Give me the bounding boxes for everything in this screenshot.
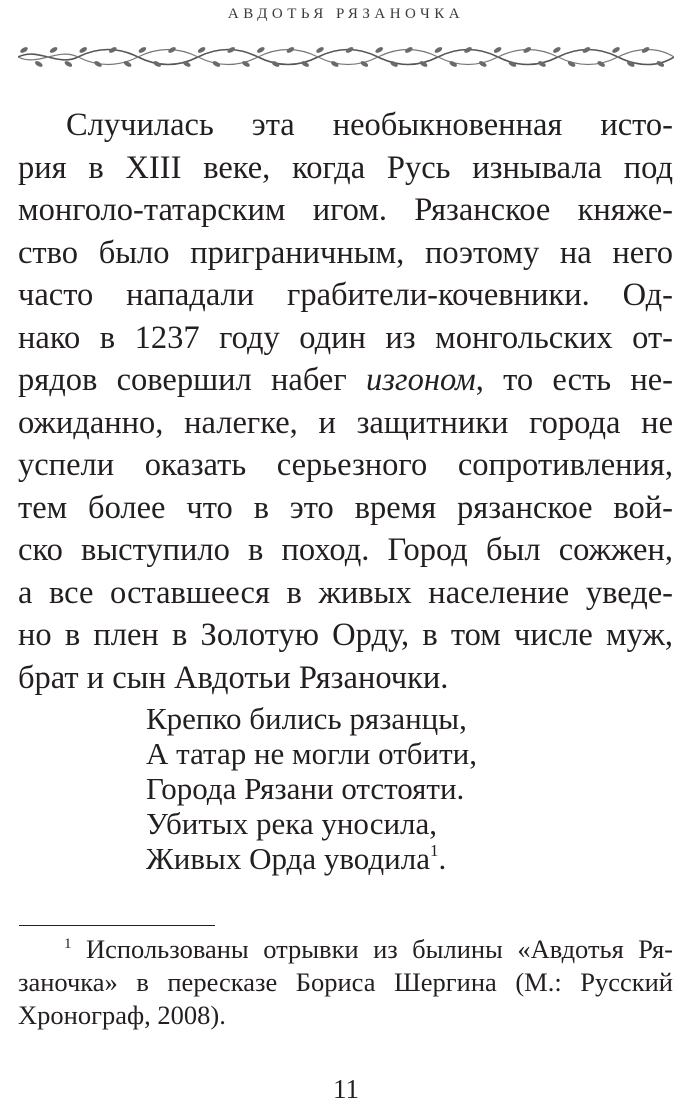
ornament-leaf [611,46,620,54]
ornament-leaf [374,46,383,54]
ornament-leaf [256,46,265,54]
footnote-reference[interactable]: 1 [429,840,439,860]
body-line: монголо-татарским игом. Рязанское княже- [18,192,673,228]
footnote-line: Хронограф, 2008). [18,1000,226,1030]
body-line: а все оставшееся в живых население уведе- [18,574,673,611]
ornament-leaf [552,46,561,54]
footnote-line [18,933,673,966]
italic-term: изгоном [365,362,476,398]
body-line: но в плен в Золотую Орду, в том числе муж, [18,617,673,653]
body-line: часто нападали грабители-кочевники. Од- [18,277,673,313]
poem-line: А татар не могли отбити, [146,736,478,771]
footnote-line: заночка» в пересказе Бориса Шергина (М.: Русский [18,967,673,997]
body-line: Случилась эта необыкновенная исто- [66,107,673,143]
poem-line: Убитых река уносила, [146,806,438,841]
ornament-leaf [138,46,147,54]
ornament-leaf [19,46,28,54]
ornament-leaf [34,60,43,68]
body-line: нако в 1237 году один из монгольских от- [18,319,673,356]
body-line: ожиданно, налегке, и защитники города не [18,404,673,441]
poem-line: Живых Орда уводила [146,841,430,876]
body-line: ство было приграничным, поэтому на него [18,234,673,271]
body-line: рия в XIII веке, когда Русь изнывала под [18,149,673,186]
poem-end-punct: . [438,841,447,876]
footnote-text: Использованы отрывки из былины «Авдотья Ря- [85,934,674,964]
body-text [18,104,673,699]
poem-line: Крепко бились рязанцы, [146,701,467,736]
footnote-marker: 1 [64,936,72,953]
body-line-part: , то есть не- [475,362,673,398]
footnote-separator [19,925,215,926]
ornament-leaf [493,46,502,54]
poem-stanza [146,701,477,876]
ornament-leaf [434,46,443,54]
ornament-leaf [315,46,324,54]
body-line: успели оказать серьезного сопротивления, [18,447,673,483]
body-line-with-italic [18,359,673,402]
ornament-leaf [197,46,206,54]
footnote [18,933,673,1032]
vine-border-ornament [18,40,674,74]
body-line: тем более что в это время рязанское вой- [18,489,673,526]
body-line: брат и сын Авдотьи Рязаночки. [18,659,449,696]
page-number: 11 [333,1074,359,1104]
body-line: ско выступило в поход. Город был сожжен, [18,532,673,568]
body-line-part: рядов совершил набег [18,362,366,398]
ornament-leaf [49,46,58,54]
ornament-leaf [64,60,73,68]
poem-line-with-footnote [146,841,477,876]
poem-line: Города Рязани отстояти. [146,771,465,806]
running-head: АВДОТЬЯ РЯЗАНОЧКА [227,6,465,22]
